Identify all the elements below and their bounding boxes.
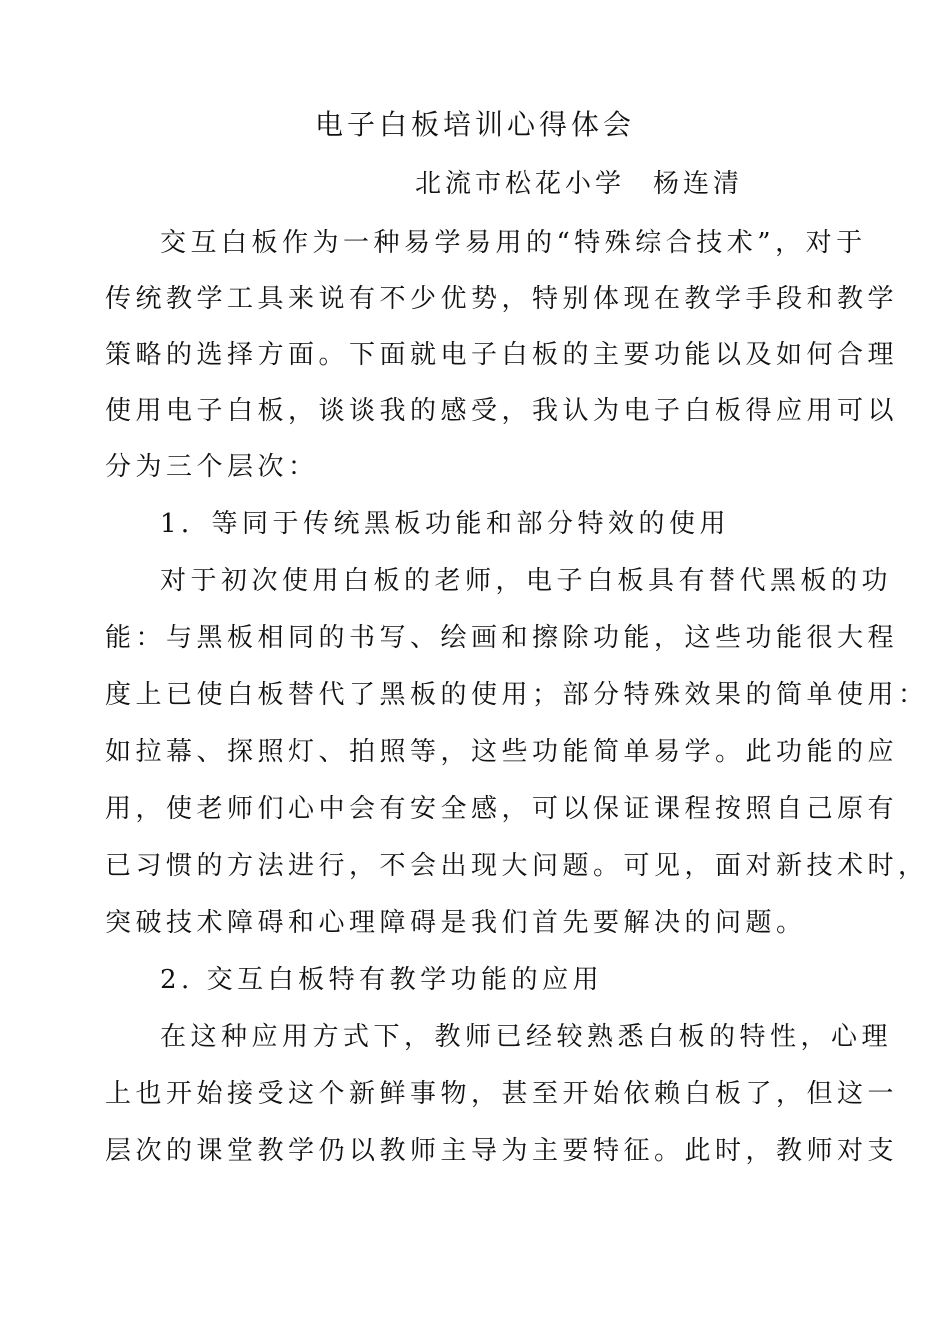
paragraph-line: 用，使老师们心中会有安全感，可以保证课程按照自己原有 (105, 794, 899, 824)
paragraph-line: 交互白板作为一种易学易用的“特殊综合技术”，对于 (160, 228, 867, 258)
paragraph-line: 使用电子白板，谈谈我的感受，我认为电子白板得应用可以 (105, 396, 899, 426)
paragraph-line: 在这种应用方式下，教师已经较熟悉白板的特性，心理 (160, 1022, 893, 1052)
section-heading: 1．等同于传统黑板功能和部分特效的使用 (160, 509, 731, 539)
paragraph-line: 如拉幕、探照灯、拍照等，这些功能简单易学。此功能的应 (105, 737, 899, 767)
author-name: 杨连清 (653, 169, 744, 199)
author-line (415, 167, 743, 201)
paragraph-line: 突破技术障碍和心理障碍是我们首先要解决的问题。 (105, 908, 807, 938)
paragraph-line: 对于初次使用白板的老师，电子白板具有替代黑板的功 (160, 566, 893, 596)
paragraph-line: 层次的课堂教学仍以教师主导为主要特征。此时，教师对支 (105, 1136, 899, 1166)
paragraph-line: 传统教学工具来说有不少优势，特别体现在教学手段和教学 (105, 284, 899, 314)
paragraph-line: 策略的选择方面。下面就电子白板的主要功能以及如何合理 (105, 340, 899, 370)
author-school: 北流市松花小学 (415, 169, 626, 199)
document-title: 电子白板培训心得体会 (314, 108, 635, 141)
paragraph-line: 能：与黑板相同的书写、绘画和擦除功能，这些功能很大程 (105, 623, 899, 653)
paragraph-line: 上也开始接受这个新鲜事物，甚至开始依赖白板了，但这一 (105, 1079, 899, 1109)
paragraph-line: 分为三个层次： (105, 452, 319, 482)
paragraph-line: 已习惯的方法进行，不会出现大问题。可见，面对新技术时， (105, 851, 929, 881)
paragraph-line: 度上已使白板替代了黑板的使用；部分特殊效果的简单使用： (105, 680, 929, 710)
section-heading: 2. 交互白板特有教学功能的应用 (160, 965, 604, 995)
